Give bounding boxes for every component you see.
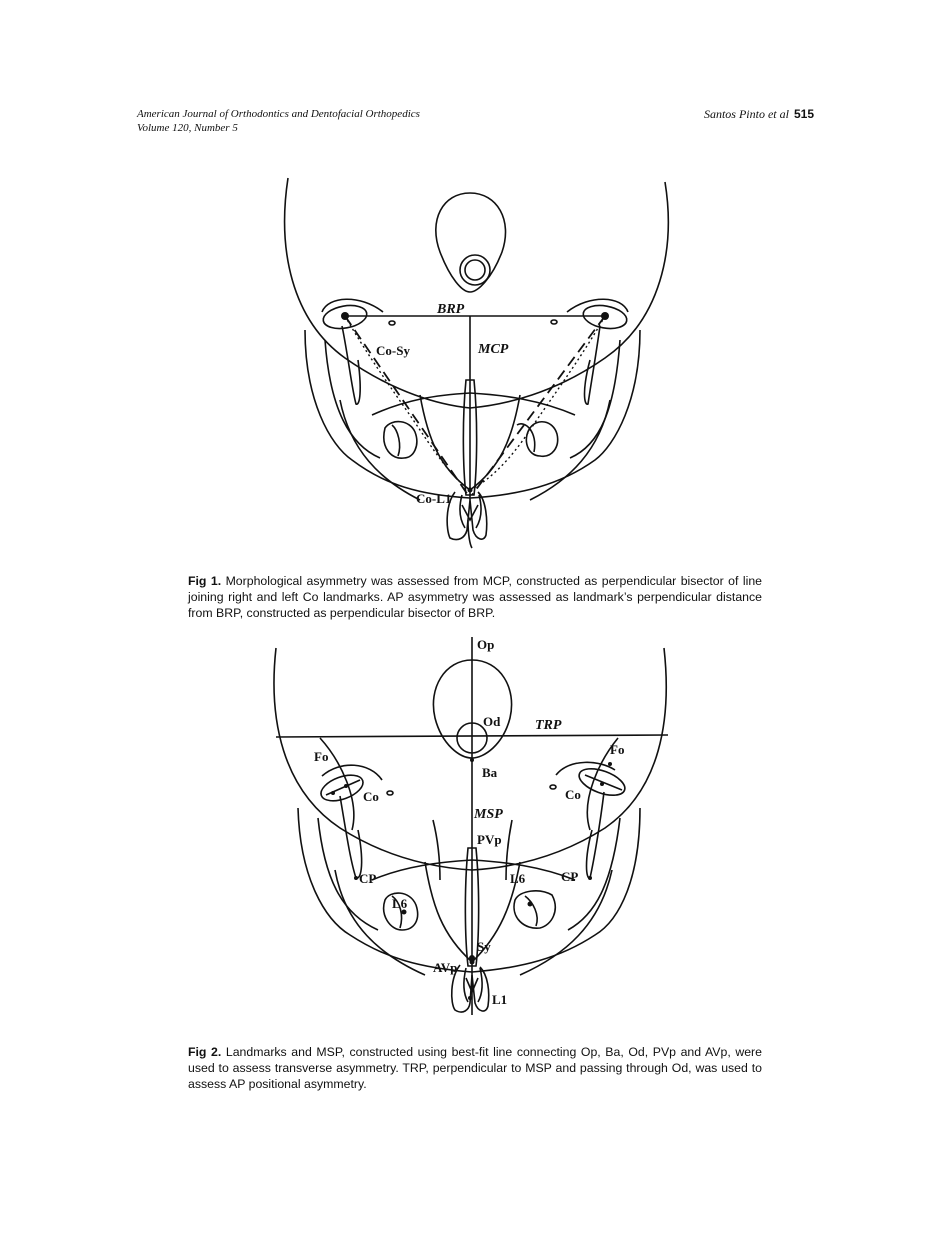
figure-2-diagram xyxy=(265,630,680,1025)
figure-2-caption xyxy=(188,1044,762,1092)
fig1-left-molar xyxy=(384,422,417,459)
fig2-label-avp: AVp xyxy=(433,960,458,975)
journal-title: American Journal of Orthodontics and Dentofacial Orthopedics xyxy=(137,108,420,120)
fig1-right-molar xyxy=(526,422,557,456)
fig2-label-op: Op xyxy=(477,637,495,652)
fig2-label-ba: Ba xyxy=(482,765,498,780)
fig2-label-l6-left: L6 xyxy=(392,896,408,911)
fig2-label-cp-left: CP xyxy=(359,871,377,886)
fig2-label-l1: L1 xyxy=(492,992,508,1007)
fig2-mandible xyxy=(298,808,640,972)
fig2-label-co-left: Co xyxy=(363,789,379,804)
fig1-caption-label: Fig 1. xyxy=(188,574,222,588)
journal-volume: Volume 120, Number 5 xyxy=(137,122,238,134)
fig2-label-fo-left: Fo xyxy=(314,749,329,764)
fig2-label-co-right: Co xyxy=(565,787,581,802)
fig1-mandible xyxy=(305,330,640,498)
fig1-caption-text: Morphological asymmetry was assessed from MCP, constructed as perpendicular bisector of line joining right and left Co landmarks. AP asymmetry was assessed as landmark’s perpendicular distance from BRP, constructed as perpendicular bisector of BRP. xyxy=(188,574,762,620)
fig2-label-od: Od xyxy=(483,714,501,729)
running-header-page xyxy=(704,107,814,122)
fig1-label-mcp: MCP xyxy=(478,342,509,357)
fig1-skull-outline xyxy=(285,178,669,408)
figure-1-caption xyxy=(188,573,762,621)
fig2-label-cp-right: CP xyxy=(561,869,579,884)
fig2-label-msp: MSP xyxy=(474,807,503,822)
fig2-caption-text: Landmarks and MSP, constructed using best-fit line connecting Op, Ba, Od, PVp and AVp, were used to assess transverse asymmetry. TRP, perpendicular to MSP and passing through Od, was used to assess AP positional asymmetry. xyxy=(188,1045,762,1091)
fig2-label-trp: TRP xyxy=(535,718,562,733)
page-number: 515 xyxy=(793,107,814,121)
fig2-skull-outline xyxy=(274,648,666,870)
fig1-label-brp: BRP xyxy=(437,302,465,317)
fig2-trp-line xyxy=(276,735,668,737)
fig1-label-co-l1: Co-L1 xyxy=(416,491,452,506)
fig1-foramen-magnum xyxy=(436,193,506,292)
fig2-label-sy: Sy xyxy=(477,939,491,954)
running-header-journal xyxy=(137,107,420,135)
fig2-label-pvp: PVp xyxy=(477,832,502,847)
fig2-label-fo-right: Fo xyxy=(610,742,625,757)
figure-1-diagram xyxy=(270,170,680,555)
running-authors: Santos Pinto et al xyxy=(703,107,789,121)
fig1-label-co-sy: Co-Sy xyxy=(376,343,410,358)
fig2-label-l6-right: L6 xyxy=(510,871,526,886)
fig2-caption-label: Fig 2. xyxy=(188,1045,222,1059)
